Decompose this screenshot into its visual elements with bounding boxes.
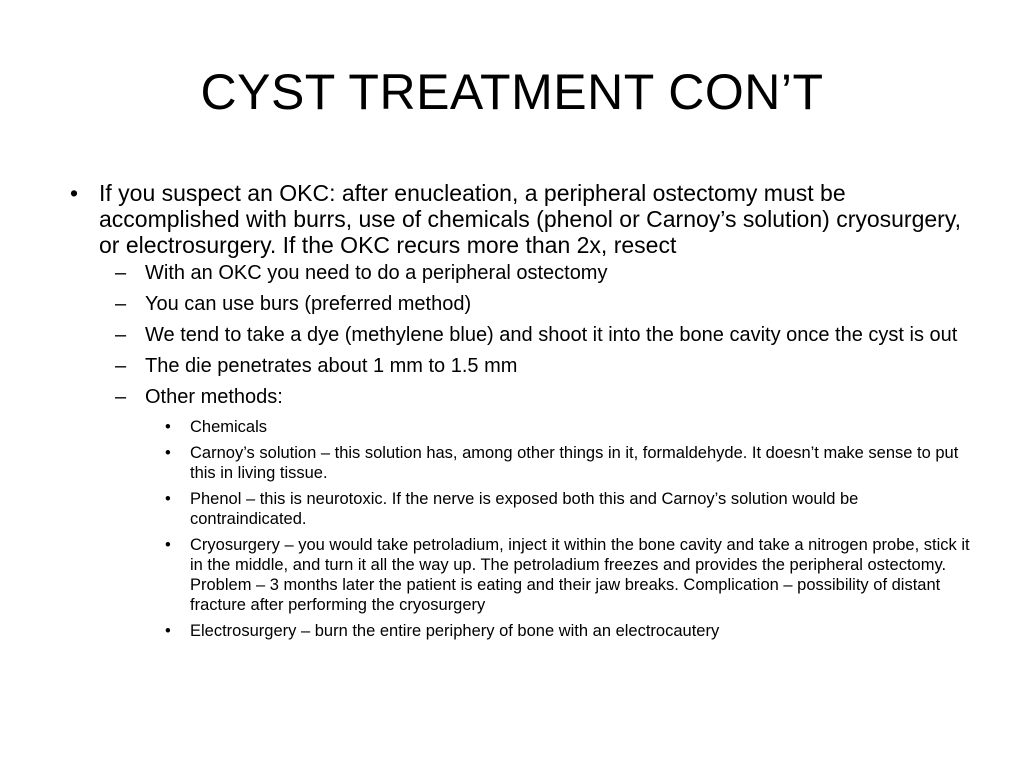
method-text: Carnoy’s solution – this solution has, among other things in it, formaldehyde. It doesn’t make sense to put this in living tissue. xyxy=(190,444,959,482)
subbullet-text: Other methods: xyxy=(145,386,283,408)
subbullet-die-penetration xyxy=(70,355,970,378)
subbullet-text: You can use burs (preferred method) xyxy=(145,293,472,315)
subbullet-text: The die penetrates about 1 mm to 1.5 mm xyxy=(145,355,518,377)
dash-marker: – xyxy=(115,386,127,408)
bullet-marker: • xyxy=(165,622,171,640)
subbullet-text: We tend to take a dye (methylene blue) and shoot it into the bone cavity once the cyst is out xyxy=(145,324,958,346)
bullet-text: If you suspect an OKC: after enucleation, a peripheral ostectomy must be accomplished with burrs, use of chemicals (phenol or Carnoy’s solution) cryosurgery, or electrosurgery. If the OKC recurs more than 2x, resect xyxy=(99,180,962,258)
slide-title: CYST TREATMENT CON’T xyxy=(200,64,824,120)
method-phenol xyxy=(70,489,970,529)
dash-marker: – xyxy=(115,293,127,315)
method-text: Phenol – this is neurotoxic. If the nerve is exposed both this and Carnoy’s solution would be contraindicated. xyxy=(190,490,859,528)
subbullet-text: With an OKC you need to do a peripheral ostectomy xyxy=(145,262,608,284)
method-cryosurgery xyxy=(70,535,970,615)
method-carnoys-solution xyxy=(70,443,970,483)
bullet-marker: • xyxy=(165,536,171,554)
method-text: Electrosurgery – burn the entire periphery of bone with an electrocautery xyxy=(190,622,720,640)
dash-marker: – xyxy=(115,262,127,284)
subbullet-burs xyxy=(70,293,970,316)
dash-marker: – xyxy=(115,355,127,377)
method-text: Chemicals xyxy=(190,418,268,436)
bullet-marker: • xyxy=(165,418,171,436)
bullet-marker: • xyxy=(165,490,171,508)
bullet-marker: • xyxy=(165,444,171,462)
slide-content xyxy=(70,180,970,647)
method-chemicals xyxy=(70,417,970,437)
bullet-okc-suspect xyxy=(70,180,970,258)
method-electrosurgery xyxy=(70,621,970,641)
bullet-marker: • xyxy=(70,180,79,206)
subbullet-peripheral-ostectomy xyxy=(70,262,970,285)
subbullet-other-methods xyxy=(70,386,970,409)
dash-marker: – xyxy=(115,324,127,346)
method-text: Cryosurgery – you would take petroladium, inject it within the bone cavity and take a nitrogen probe, stick it in the middle, and turn it all the way up. The petroladium freezes and provides the peripheral ostectomy. Problem – 3 months later the patient is eating and their jaw breaks. Complication – possibility of distant fracture after performing the cryosurgery xyxy=(190,536,970,614)
subbullet-dye xyxy=(70,324,970,347)
